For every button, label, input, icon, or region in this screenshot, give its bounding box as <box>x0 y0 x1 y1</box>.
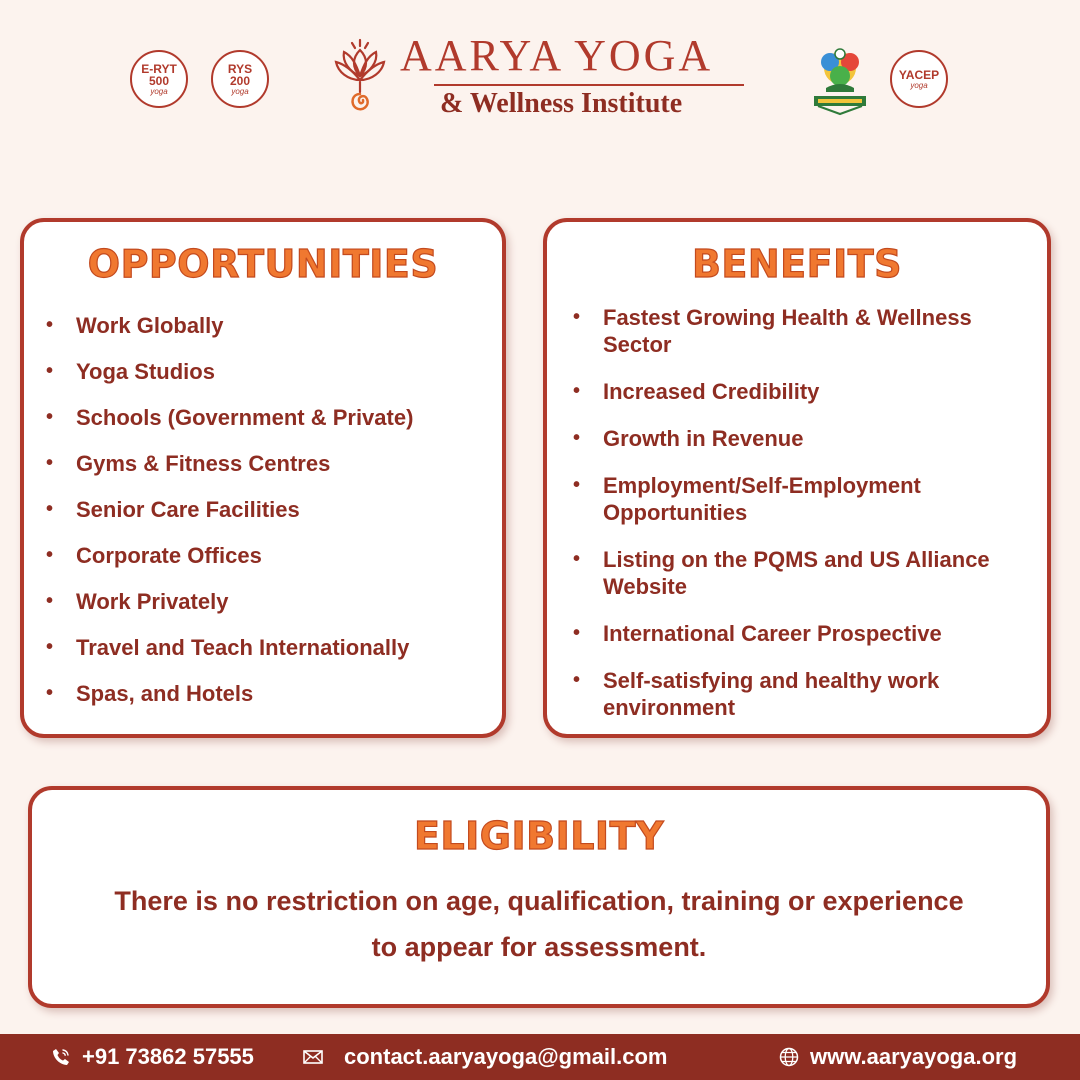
list-item: • Work Privately <box>46 589 229 614</box>
list-item: • Work Globally <box>46 313 224 338</box>
list-item: • Fastest Growing Health & Wellness Sector <box>573 305 972 357</box>
eligibility-line-2: to appear for assessment. <box>371 932 707 962</box>
bullet-icon: • <box>573 622 581 644</box>
bullet-icon: • <box>573 306 581 328</box>
bullet-icon: • <box>46 682 54 704</box>
bullet-icon: • <box>573 474 581 496</box>
footer-phone[interactable] <box>50 1034 254 1080</box>
list-item: • Yoga Studios <box>46 359 215 384</box>
brand-subtitle: & Wellness Institute <box>440 88 683 119</box>
list-item: • Corporate Offices <box>46 543 262 568</box>
header <box>0 0 1080 140</box>
bullet-icon: • <box>573 427 581 449</box>
yoga-certification-board-icon <box>808 42 872 116</box>
globe-icon <box>778 1046 800 1068</box>
email-address: contact.aaryayoga@gmail.com <box>344 1044 668 1069</box>
list-item: • International Career Prospective <box>573 621 942 646</box>
opportunities-card <box>20 218 506 738</box>
footer-website[interactable] <box>778 1034 1017 1080</box>
phone-icon <box>50 1046 72 1068</box>
list-item: • Spas, and Hotels <box>46 681 254 706</box>
yacep-badge: YACEP yoga <box>890 50 948 108</box>
eligibility-card <box>28 786 1050 1008</box>
mail-icon <box>302 1046 324 1068</box>
bullet-icon: • <box>46 360 54 382</box>
brand-title: AARYA YOGA <box>400 31 714 80</box>
list-item: • Employment/Self-Employment Opportunities <box>573 473 921 525</box>
bullet-icon: • <box>46 406 54 428</box>
benefits-card <box>543 218 1051 738</box>
opportunities-title: OPPORTUNITIES <box>87 242 439 286</box>
bullet-icon: • <box>46 314 54 336</box>
bullet-icon: • <box>46 498 54 520</box>
list-item: • Gyms & Fitness Centres <box>46 451 331 476</box>
list-item: • Self-satisfying and healthy work environment <box>573 668 940 720</box>
benefits-title: BENEFITS <box>691 242 903 286</box>
bullet-icon: • <box>46 544 54 566</box>
bullet-icon: • <box>573 669 581 691</box>
eligibility-title: ELIGIBILITY <box>413 814 665 858</box>
list-item: • Increased Credibility <box>573 379 820 404</box>
bullet-icon: • <box>573 380 581 402</box>
bullet-icon: • <box>46 590 54 612</box>
opportunities-list <box>46 312 496 726</box>
brand-divider <box>434 84 744 86</box>
list-item: • Schools (Government & Private) <box>46 405 414 430</box>
list-item: • Travel and Teach Internationally <box>46 635 410 660</box>
e-ryt-500-badge: E-RYT 500 yoga <box>130 50 188 108</box>
benefits-list <box>573 304 1033 741</box>
bullet-icon: • <box>573 548 581 570</box>
bullet-icon: • <box>46 452 54 474</box>
footer-email[interactable] <box>302 1034 667 1080</box>
lotus-logo-icon <box>332 36 388 120</box>
bullet-icon: • <box>46 636 54 658</box>
rys-200-badge: RYS 200 yoga <box>211 50 269 108</box>
list-item: • Listing on the PQMS and US Alliance Website <box>573 547 990 599</box>
contact-footer <box>0 1034 1080 1080</box>
phone-number: +91 73862 57555 <box>82 1044 254 1069</box>
list-item: • Senior Care Facilities <box>46 497 300 522</box>
website-url: www.aaryayoga.org <box>810 1044 1018 1069</box>
eligibility-text <box>52 878 1026 970</box>
eligibility-line-1: There is no restriction on age, qualification, training or experience <box>114 886 964 916</box>
list-item: • Growth in Revenue <box>573 426 804 451</box>
